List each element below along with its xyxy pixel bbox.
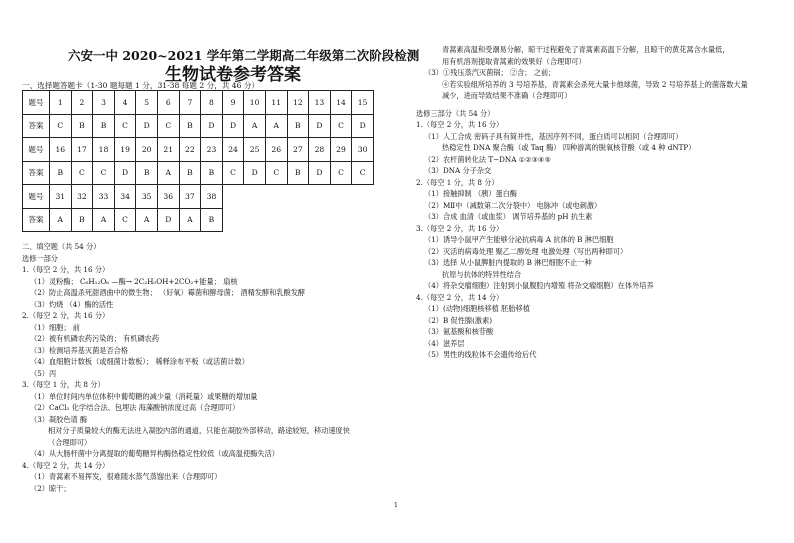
question-number-cell: 5 bbox=[136, 91, 158, 115]
text-line: （3）选择 从小鼠脾脏内提取的 B 淋巴细胞不止一种 bbox=[424, 258, 592, 267]
answer-cell: A bbox=[265, 114, 287, 138]
answer-cell: B bbox=[50, 161, 72, 185]
question-number-cell: 10 bbox=[244, 91, 266, 115]
text-line: 抗原与抗体的特异性结合 bbox=[442, 269, 522, 279]
empty-cell bbox=[244, 208, 266, 232]
text-line: （1）诱导小鼠甲产生能够分泌抗病毒 A 抗体的 B 淋巴细胞 bbox=[424, 235, 614, 244]
answer-cell: B bbox=[71, 208, 93, 232]
empty-cell bbox=[309, 185, 331, 209]
text-line: （3）DNA 分子杂交 bbox=[424, 166, 492, 175]
text-line: （2）被有机磷农药污染的； 有机磷农药 bbox=[30, 334, 160, 343]
answer-cell: A bbox=[157, 161, 179, 185]
answer-cell: C bbox=[157, 114, 179, 138]
question-number-cell: 11 bbox=[265, 91, 287, 115]
exam-title: 六安一中 2020~2021 学年第二学期高二年级第二次阶段检测 bbox=[68, 48, 420, 63]
question-number-cell: 38 bbox=[201, 185, 223, 209]
text-line: 热稳定性 DNA 聚合酶（或 Taq 酶） 四种游离的脱氧核苷酸（或 4 种 dNTP） bbox=[442, 143, 696, 152]
row-label: 题号 bbox=[23, 91, 50, 115]
text-line: 4.（每空 2 分，共 14 分） bbox=[22, 460, 110, 470]
text-line: （合理即可） bbox=[48, 437, 92, 447]
text-line: 相对分子质量较大的酶无法进入凝胶内部的通道，只能在凝胶外部移动，路途较短，移动速度快 bbox=[48, 426, 350, 435]
question-number-cell: 25 bbox=[244, 138, 266, 162]
answer-cell: B bbox=[179, 114, 201, 138]
text-line: （1）人工合成 密码子具有简并性，基因序列不同，蛋白质可以相同（合理即可） bbox=[424, 131, 683, 141]
text-line: 二、填空题（共 54 分） bbox=[22, 242, 101, 251]
empty-cell bbox=[265, 208, 287, 232]
question-number-cell: 30 bbox=[352, 138, 374, 162]
text-line: 1.（每空 2 分，共 16 分） bbox=[416, 120, 504, 129]
answer-cell: C bbox=[222, 161, 244, 185]
text-line: 2.（每空 1 分，共 8 分） bbox=[416, 177, 499, 187]
text-line: （4）血细胞计数板（或细菌计数板）； 稀释涂布平板（或活菌计数） bbox=[30, 357, 249, 366]
question-number-cell: 24 bbox=[222, 138, 244, 162]
answer-row bbox=[23, 208, 374, 232]
answer-cell: B bbox=[93, 114, 115, 138]
text-line: 选修三部分（共 54 分） bbox=[416, 108, 495, 118]
question-number-cell: 2 bbox=[71, 91, 93, 115]
question-number-cell: 9 bbox=[222, 91, 244, 115]
question-number-cell: 4 bbox=[114, 91, 136, 115]
question-number-cell: 18 bbox=[93, 138, 115, 162]
question-number-cell: 20 bbox=[136, 138, 158, 162]
text-line: 2.（每空 2 分，共 16 分） bbox=[22, 311, 110, 320]
answer-cell: D bbox=[244, 161, 266, 185]
question-number-cell: 8 bbox=[201, 91, 223, 115]
question-number-cell: 22 bbox=[179, 138, 201, 162]
question-number-cell: 37 bbox=[179, 185, 201, 209]
text-line: （3）灼烧 （4）酶的活性 bbox=[30, 299, 114, 309]
answer-key-title: 生物试卷参考答案 bbox=[165, 65, 301, 85]
text-line: （5）男性的线粒体不会遗传给后代 bbox=[424, 350, 537, 359]
text-line: 1.（每空 2 分，共 16 分） bbox=[22, 265, 110, 274]
answer-cell: D bbox=[114, 161, 136, 185]
text-line: （3）①残压蒸汽灭菌锅； ②含； 之前； bbox=[424, 68, 556, 77]
text-line: （2）B 促性腺(激素) bbox=[424, 315, 493, 325]
answer-cell: B bbox=[201, 208, 223, 232]
text-line: ④若实验组所培养的 3 号培养基，青蒿素会杀死大量卡他球菌，导致 2 号培养基上的菌落数大量 bbox=[442, 79, 748, 89]
question-number-row bbox=[23, 185, 374, 209]
row-label: 题号 bbox=[23, 138, 50, 162]
text-line: （3）凝胶色谱 酶 bbox=[30, 414, 88, 424]
answer-cell: A bbox=[179, 208, 201, 232]
answer-cell: C bbox=[114, 208, 136, 232]
answer-cell: B bbox=[179, 161, 201, 185]
text-line: （2）MⅡ中（减数第二次分裂中） 电脉冲（或电刺激） bbox=[424, 200, 602, 210]
text-line: （2）灭活的病毒处理 聚乙二醇处理 电激处理（写出两种即可） bbox=[424, 246, 628, 256]
text-line: 3.（每空 1 分，共 8 分） bbox=[22, 380, 105, 389]
answer-cell: A bbox=[244, 114, 266, 138]
question-number-cell: 35 bbox=[136, 185, 158, 209]
answer-cell: B bbox=[201, 161, 223, 185]
question-number-cell: 6 bbox=[157, 91, 179, 115]
answer-cell: C bbox=[93, 161, 115, 185]
text-line: （1）单位时间内单位体积中葡萄糖的减少量（消耗量）或果糖的增加量 bbox=[30, 391, 258, 401]
answer-cell: D bbox=[222, 114, 244, 138]
text-line: （2）防止高温杀死甜酒曲中的微生物； （好氧）霉菌和酵母菌； 酒精发酵和乳酸发酵 bbox=[30, 288, 306, 297]
text-line: （2）农杆菌转化法 T−DNA ①②③④⑤ bbox=[424, 154, 551, 164]
section1-heading: 一、选择题答题卡（1-30 题每题 1 分，31-38 每题 2 分，共 46 分） bbox=[22, 81, 260, 90]
row-label: 题号 bbox=[23, 185, 50, 209]
answer-table bbox=[22, 90, 374, 232]
text-line: 4.（每空 2 分，共 14 分） bbox=[416, 292, 504, 302]
question-number-cell: 31 bbox=[50, 185, 72, 209]
answer-cell: C bbox=[71, 161, 93, 185]
answer-cell: A bbox=[93, 208, 115, 232]
answer-row bbox=[23, 161, 374, 185]
empty-cell bbox=[330, 208, 352, 232]
question-number-cell: 33 bbox=[93, 185, 115, 209]
question-number-cell: 7 bbox=[179, 91, 201, 115]
answer-cell: A bbox=[136, 208, 158, 232]
question-number-cell: 16 bbox=[50, 138, 72, 162]
empty-cell bbox=[222, 185, 244, 209]
text-line: （4）将杂交瘤细胞）注射到小鼠腹腔内增殖 将杂交瘤细胞）在体外培养 bbox=[424, 281, 654, 290]
text-line: （1）青蒿素不易挥发，很难随水蒸气蒸馏出来（合理即可） bbox=[30, 472, 222, 481]
text-line: （1）(动物)细胞核移植 胚胎移植 bbox=[424, 304, 530, 313]
answer-cell: D bbox=[201, 114, 223, 138]
answer-cell: D bbox=[309, 161, 331, 185]
answer-cell: C bbox=[352, 161, 374, 185]
text-line: 选修一部分 bbox=[22, 253, 58, 263]
text-line: （3）氨基酸和核苷酸 bbox=[424, 327, 494, 336]
question-number-cell: 21 bbox=[157, 138, 179, 162]
right-column-text bbox=[416, 44, 748, 361]
question-number-cell: 27 bbox=[287, 138, 309, 162]
question-number-row bbox=[23, 138, 374, 162]
left-column-text bbox=[22, 241, 350, 494]
answer-row bbox=[23, 114, 374, 138]
answer-cell: B bbox=[287, 161, 309, 185]
answer-cell: D bbox=[157, 208, 179, 232]
empty-cell bbox=[287, 208, 309, 232]
question-number-cell: 3 bbox=[93, 91, 115, 115]
answer-cell: B bbox=[71, 114, 93, 138]
empty-cell bbox=[330, 185, 352, 209]
answer-cell: C bbox=[114, 114, 136, 138]
question-number-cell: 15 bbox=[352, 91, 374, 115]
text-line: （4）从大肠杆菌中分离提取的葡萄糖异构酶热稳定性较低（或高温使酶失活） bbox=[30, 449, 279, 458]
text-line: （1）灵粉酶； C₆H₁₂O₆ —酶→ 2C₂H₅OH+2CO₂+能量； 扇核 bbox=[30, 276, 238, 286]
answer-cell: C bbox=[330, 114, 352, 138]
text-line: （1）接触抑制 （胰）蛋白酶 bbox=[424, 189, 518, 198]
text-line: 减少，进而导致结果不准确（合理即可） bbox=[442, 91, 572, 100]
question-number-cell: 34 bbox=[114, 185, 136, 209]
text-line: （2）CaCl₂ 化学结合法、包埋法 海藻酸钠浓度过高（合理即可） bbox=[30, 403, 240, 412]
answer-cell: D bbox=[136, 114, 158, 138]
empty-cell bbox=[352, 185, 374, 209]
question-number-cell: 17 bbox=[71, 138, 93, 162]
empty-cell bbox=[244, 185, 266, 209]
answer-cell: A bbox=[50, 208, 72, 232]
empty-cell bbox=[265, 185, 287, 209]
answer-cell: B bbox=[136, 161, 158, 185]
page-number: 1 bbox=[394, 502, 398, 509]
question-number-row bbox=[23, 91, 374, 115]
answer-cell: D bbox=[309, 114, 331, 138]
question-number-cell: 19 bbox=[114, 138, 136, 162]
question-number-cell: 26 bbox=[265, 138, 287, 162]
text-line: 用有机溶剂提取青蒿素的效果好（合理即可） bbox=[442, 56, 586, 66]
row-label: 答案 bbox=[23, 114, 50, 138]
text-line: （4）滋养层 bbox=[424, 338, 465, 348]
text-line: （3）合成 血清（或血浆） 调节培养基的 pH 抗生素 bbox=[424, 212, 593, 221]
answer-cell: C bbox=[265, 161, 287, 185]
text-line: （2）晾干； bbox=[30, 483, 71, 493]
answer-cell: D bbox=[352, 114, 374, 138]
text-line: （1）细胞； 前 bbox=[30, 322, 80, 332]
question-number-cell: 1 bbox=[50, 91, 72, 115]
answer-cell: C bbox=[50, 114, 72, 138]
text-line: （5）丙 bbox=[30, 368, 57, 378]
empty-cell bbox=[287, 185, 309, 209]
question-number-cell: 29 bbox=[330, 138, 352, 162]
empty-cell bbox=[352, 208, 374, 232]
question-number-cell: 14 bbox=[330, 91, 352, 115]
empty-cell bbox=[222, 208, 244, 232]
text-line: 3.（每空 2 分，共 16 分） bbox=[416, 223, 504, 233]
row-label: 答案 bbox=[23, 208, 50, 232]
question-number-cell: 28 bbox=[309, 138, 331, 162]
answer-cell: B bbox=[287, 114, 309, 138]
question-number-cell: 13 bbox=[309, 91, 331, 115]
text-line: 青蒿素高温和受潮易分解，晾干过程避免了青蒿素高温下分解，且晾干的黄花蒿含水量低， bbox=[442, 45, 730, 54]
question-number-cell: 12 bbox=[287, 91, 309, 115]
row-label: 答案 bbox=[23, 161, 50, 185]
empty-cell bbox=[309, 208, 331, 232]
text-line: （3）检测培养基灭菌是否合格 bbox=[30, 345, 129, 355]
question-number-cell: 36 bbox=[157, 185, 179, 209]
answer-cell: C bbox=[330, 161, 352, 185]
question-number-cell: 32 bbox=[71, 185, 93, 209]
question-number-cell: 23 bbox=[201, 138, 223, 162]
